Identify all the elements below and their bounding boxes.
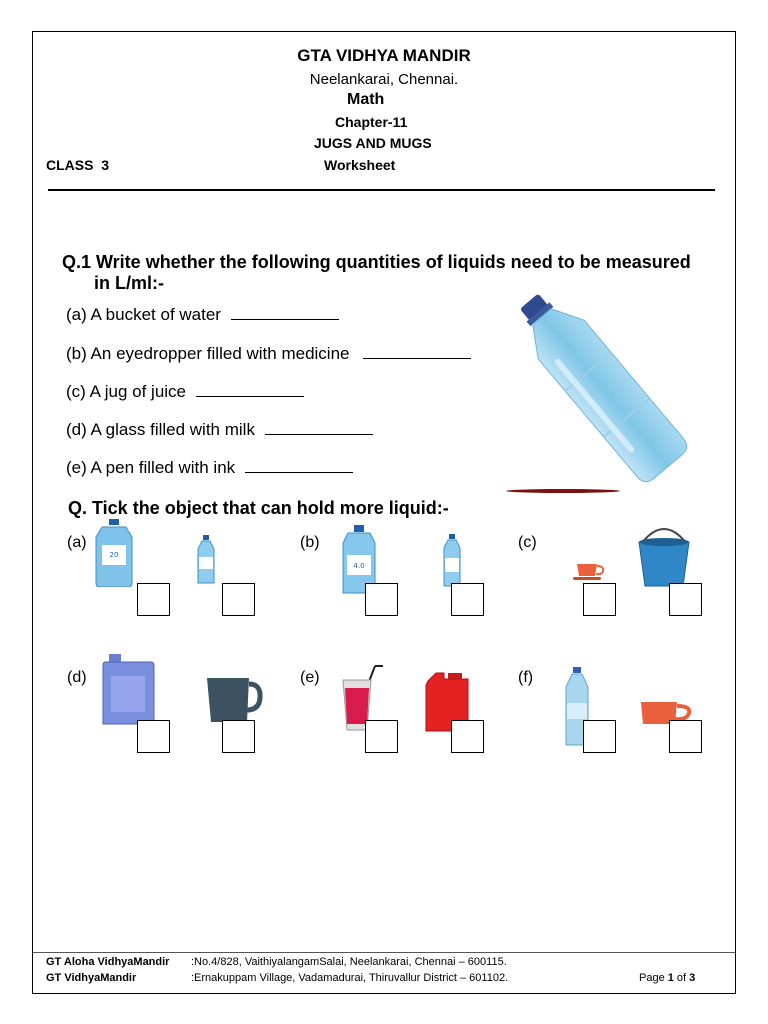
q2-label-b: (b) <box>300 534 320 551</box>
q1-item-a: (a) A bucket of water <box>66 305 339 325</box>
tick-box[interactable] <box>669 583 702 616</box>
q1-title-line2: in L/ml:- <box>94 273 164 293</box>
tick-box[interactable] <box>669 720 702 753</box>
class-label: CLASS 3 <box>46 157 110 173</box>
answer-blank-a[interactable] <box>231 319 339 320</box>
small-bottle-icon <box>443 534 461 588</box>
page-number: Page 1 of 3 <box>639 972 696 984</box>
subject-title: Math <box>347 91 385 108</box>
jerrycan-icon <box>101 654 155 726</box>
tick-box[interactable] <box>583 720 616 753</box>
bottle-shadow <box>506 489 620 493</box>
tick-box[interactable] <box>137 720 170 753</box>
footer-address-1: :No.4/828, VaithiyalangamSalai, Neelankarai, Chennai – 600115. <box>191 956 507 968</box>
q1-item-c: (c) A jug of juice <box>66 382 304 402</box>
footer-address-2: :Ernakuppam Village, Vadamadurai, Thiruvallur District – 601102. <box>191 972 509 984</box>
q2-title: Q. Tick the object that can hold more liquid:- <box>68 498 449 518</box>
worksheet-label: Worksheet <box>324 157 396 173</box>
tick-box[interactable] <box>583 583 616 616</box>
answer-blank-e[interactable] <box>245 472 353 473</box>
tick-box[interactable] <box>222 720 255 753</box>
answer-blank-c[interactable] <box>196 396 304 397</box>
q1-item-b: (b) An eyedropper filled with medicine <box>66 344 471 364</box>
chapter-number: Chapter-11 <box>335 114 408 130</box>
tick-box[interactable] <box>365 583 398 616</box>
mug-icon <box>205 676 263 724</box>
answer-blank-d[interactable] <box>265 434 373 435</box>
q1-item-d: (d) A glass filled with milk <box>66 420 373 440</box>
q2-label-e: (e) <box>300 669 320 686</box>
school-name: GTA VIDHYA MANDIR <box>297 46 471 65</box>
bucket-icon <box>636 520 692 588</box>
cup-icon <box>573 562 607 582</box>
school-location: Neelankarai, Chennai. <box>309 71 459 88</box>
small-bottle-icon <box>196 535 216 585</box>
tick-box[interactable] <box>222 583 255 616</box>
tick-box[interactable] <box>451 720 484 753</box>
q2-label-c: (c) <box>518 534 537 551</box>
q1-item-e: (e) A pen filled with ink <box>66 458 353 478</box>
chapter-title: JUGS AND MUGS <box>314 135 432 151</box>
tick-box[interactable] <box>451 583 484 616</box>
tick-box[interactable] <box>137 583 170 616</box>
q2-label-f: (f) <box>518 669 534 686</box>
q1-title-line1: Q.1 Write whether the following quantities of liquids need to be measured <box>62 252 691 272</box>
q2-label-d: (d) <box>67 669 87 686</box>
tick-box[interactable] <box>365 720 398 753</box>
water-can-icon <box>94 519 134 587</box>
header-divider <box>48 189 715 191</box>
answer-blank-b[interactable] <box>363 358 471 359</box>
svg-text:20: 20 <box>109 551 119 559</box>
svg-text:4.0: 4.0 <box>353 562 365 570</box>
bottle-icon <box>486 275 716 500</box>
q2-label-a: (a) <box>67 534 87 551</box>
footer-org-1: GT Aloha VidhyaMandir <box>46 956 170 968</box>
footer-org-2: GT VidhyaMandir <box>46 972 137 984</box>
footer-divider <box>33 952 735 953</box>
